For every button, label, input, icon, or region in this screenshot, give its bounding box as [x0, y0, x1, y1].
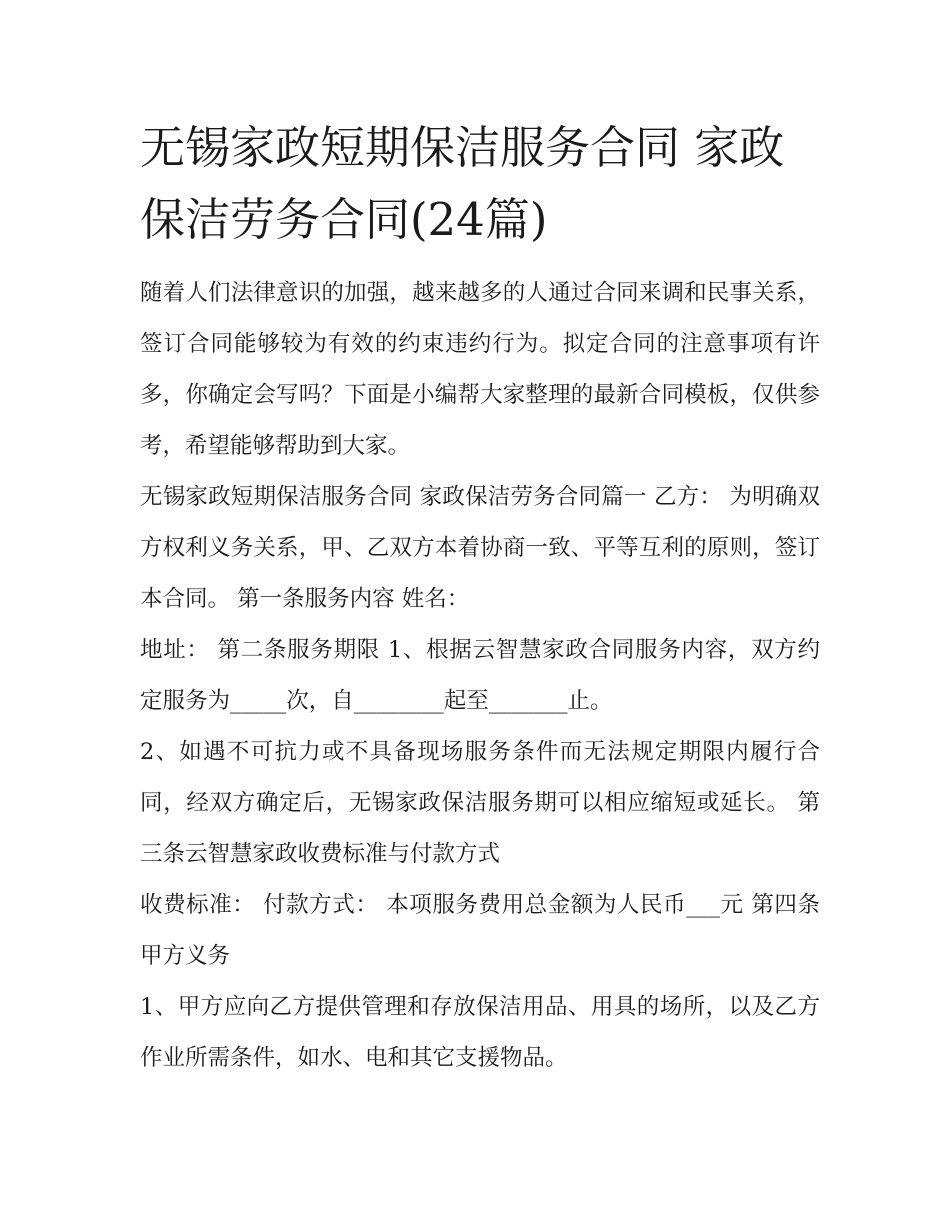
- document-title: 无锡家政短期保洁服务合同 家政保洁劳务合同(24篇): [140, 121, 785, 246]
- paragraph-intro: 随着人们法律意识的加强，越来越多的人通过合同来调和民事关系，签订合同能够较为有效的约束违约行为。拟定合同的注意事项有许多，你确定会写吗？下面是小编帮大家整理的最新合同模板，仅供参考，希望能够帮助到大家。: [140, 280, 820, 459]
- paragraph-fees: 收费标准： 付款方式： 本项服务费用总金额为人民币___元 第四条甲方义务: [140, 892, 820, 969]
- document-page: [140, 112, 820, 1084]
- paragraph-force-majeure: 2、如遇不可抗力或不具备现场服务条件而无法规定期限内履行合同，经双方确定后，无锡家政保洁服务期可以相应缩短或延长。 第三条云智慧家政收费标准与付款方式: [140, 739, 820, 867]
- paragraph-service-term: 地址： 第二条服务期限 1、根据云智慧家政合同服务内容，双方约定服务为_____次，自________起至_______止。: [140, 637, 820, 714]
- paragraph-party-a-duty: 1、甲方应向乙方提供管理和存放保洁用品、用具的场所，以及乙方作业所需条件，如水、电和其它支援物品。: [140, 994, 820, 1071]
- paragraph-contract-part-one: 无锡家政短期保洁服务合同 家政保洁劳务合同篇一 乙方： 为明确双方权利义务关系，甲、乙双方本着协商一致、平等互利的原则，签订本合同。 第一条服务内容 姓名：: [140, 484, 820, 612]
